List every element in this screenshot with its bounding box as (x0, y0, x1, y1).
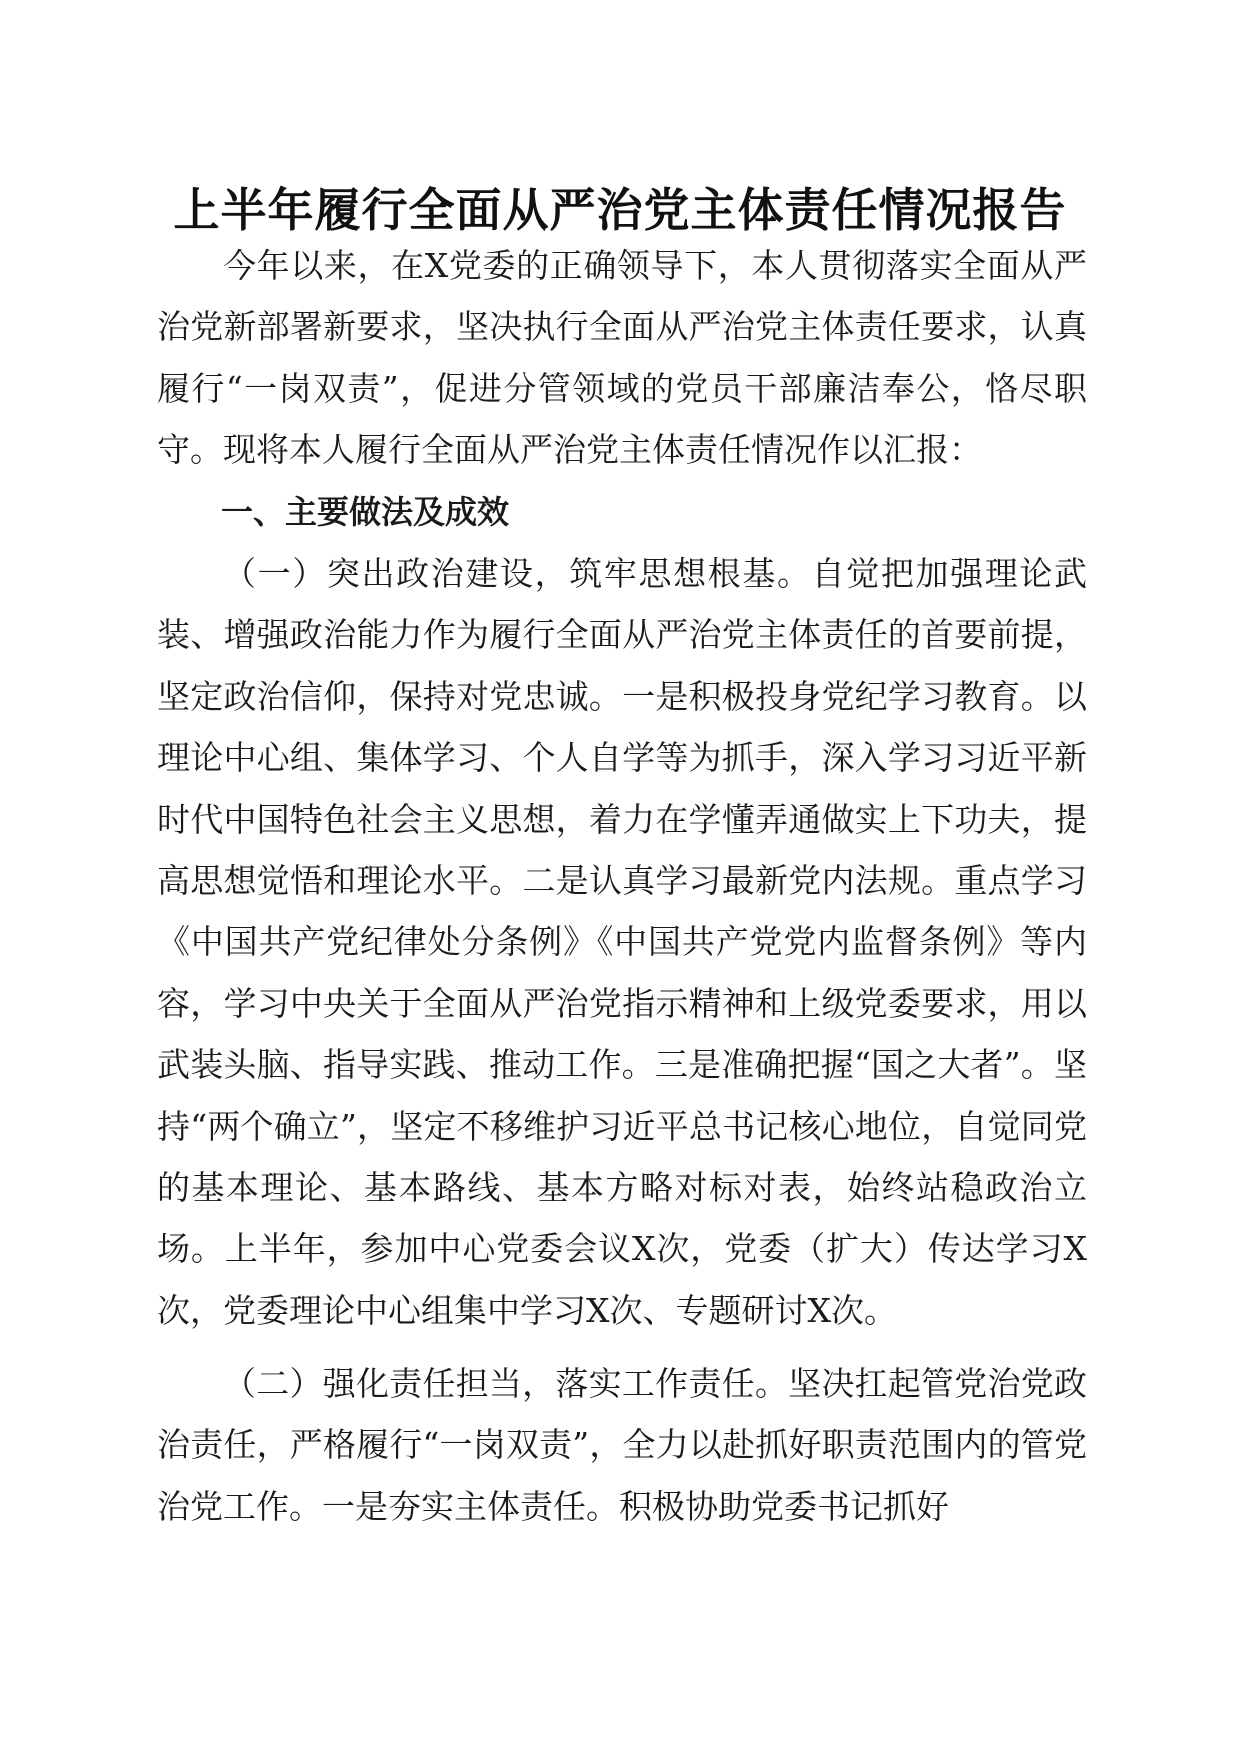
subsection-2-block (157, 1353, 1087, 1537)
subsection-2-paragraph: （二）强化责任担当，落实工作责任。坚决扛起管党治党政治责任，严格履行“一岗双责”，全力以赴抓好职责范围内的管党治党工作。一是夯实主体责任。积极协助党委书记抓好 (157, 1364, 1087, 1526)
document-title: 上半年履行全面从严治党主体责任情况报告 (173, 183, 1067, 237)
section-heading: 一、主要做法及成效 (221, 493, 510, 531)
subsection-1-paragraph: （一）突出政治建设，筑牢思想根基。自觉把加强理论武装、增强政治能力作为履行全面从严治党主体责任的首要前提，坚定政治信仰，保持对党忠诚。一是积极投身党纪学习教育。以理论中心组、集体学习、个人自学等为抓手，深入学习习近平新时代中国特色社会主义思想，着力在学懂弄通做实上下功夫，提高思想觉悟和理论水平。二是认真学习最新党内法规。重点学习《中国共产党纪律处分条例》《中国共产党党内监督条例》等内容，学习中央关于全面从严治党指示精神和上级党委要求，用以武装头脑、指导实践、推动工作。三是准确把握“国之大者”。坚持“两个确立”，坚定不移维护习近平总书记核心地位，自觉同党的基本理论、基本路线、基本方略对标对表，始终站稳政治立场。上半年，参加中心党委会议X次，党委（扩大）传达学习X次，党委理论中心组集中学习X次、专题研讨X次。 (157, 554, 1087, 1330)
subsection-1-block (157, 543, 1087, 1341)
intro-paragraph-block (157, 235, 1087, 481)
section-heading-block (157, 482, 1087, 543)
intro-paragraph: 今年以来，在X党委的正确领导下，本人贯彻落实全面从严治党新部署新要求，坚决执行全面从严治党主体责任要求，认真履行“一岗双责”，促进分管领域的党员干部廉洁奉公，恪尽职守。现将本人履行全面从严治党主体责任情况作以汇报： (157, 246, 1087, 470)
